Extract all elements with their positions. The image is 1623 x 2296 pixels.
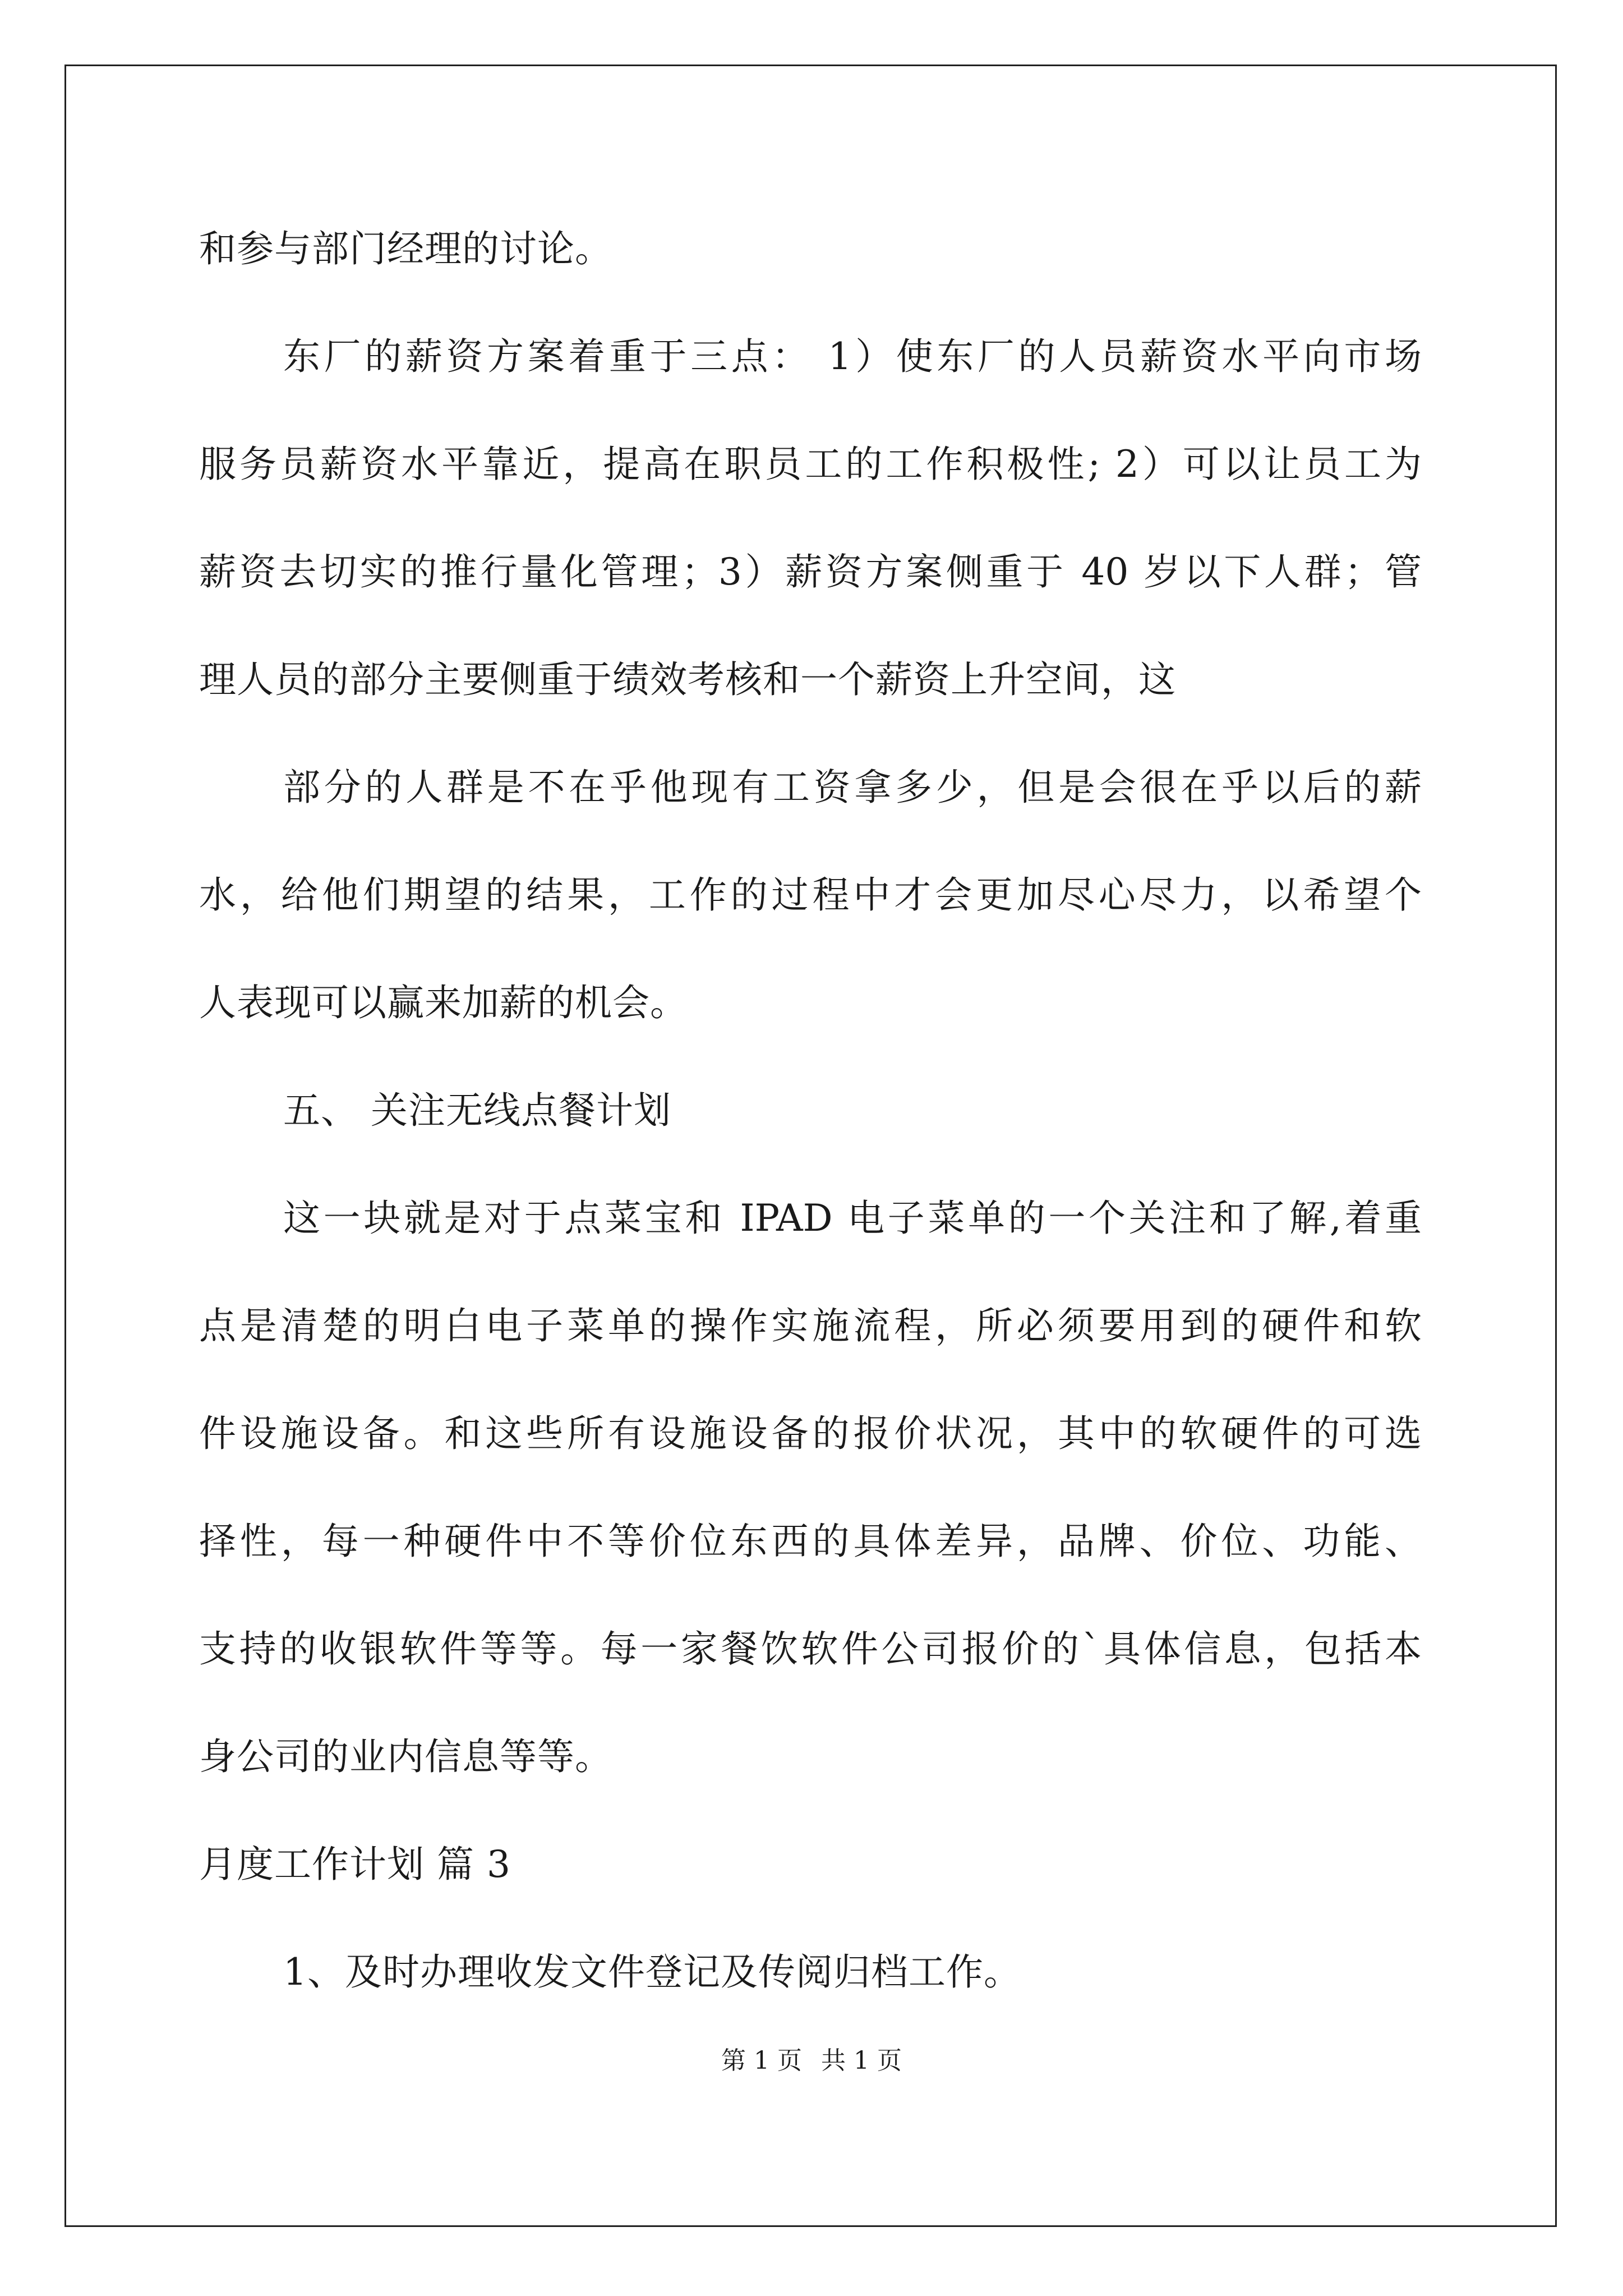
paragraph-line: 件设施设备。和这些所有设施设备的报价状况，其中的软硬件的可选 [199,1412,1422,1455]
page-footer [0,2046,1623,2075]
page-frame [64,65,1557,2227]
paragraph-line: 人表现可以赢来加薪的机会。 [199,981,688,1024]
paragraph-line: 和参与部门经理的讨论。 [199,227,612,270]
paragraph-line: 支持的收银软件等等。每一家餐饮软件公司报价的`具体信息，包括本 [199,1627,1422,1671]
section-heading: 五、 关注无线点餐计划 [283,1089,671,1132]
paragraph-line: 薪资去切实的推行量化管理；3）薪资方案侧重于 40 岁以下人群；管 [199,550,1422,593]
section-title: 月度工作计划 篇 3 [199,1843,511,1886]
paragraph-line: 1、及时办理收发文件登记及传阅归档工作。 [283,1950,1021,1994]
paragraph-line: 东厂的薪资方案着重于三点： 1）使东厂的人员薪资水平向市场 [283,335,1422,378]
page-number: 第 1 页 [721,2046,802,2075]
paragraph-line: 服务员薪资水平靠近，提高在职员工的工作积极性; 2）可以让员工为 [199,443,1422,486]
paragraph-line: 身公司的业内信息等等。 [199,1735,612,1778]
paragraph-line: 点是清楚的明白电子菜单的操作实施流程，所必须要用到的硬件和软 [199,1304,1422,1347]
paragraph-line: 水，给他们期望的结果，工作的过程中才会更加尽心尽力，以希望个 [199,873,1422,917]
paragraph-line: 这一块就是对于点菜宝和 IPAD 电子菜单的一个关注和了解,着重 [283,1197,1422,1240]
paragraph-line: 部分的人群是不在乎他现有工资拿多少，但是会很在乎以后的薪 [283,766,1422,809]
paragraph-line: 理人员的部分主要侧重于绩效考核和一个薪资上升空间，这 [199,658,1176,701]
paragraph-line: 择性，每一种硬件中不等价位东西的具体差异，品牌、价位、功能、 [199,1520,1422,1563]
page-total: 共 1 页 [821,2046,902,2075]
